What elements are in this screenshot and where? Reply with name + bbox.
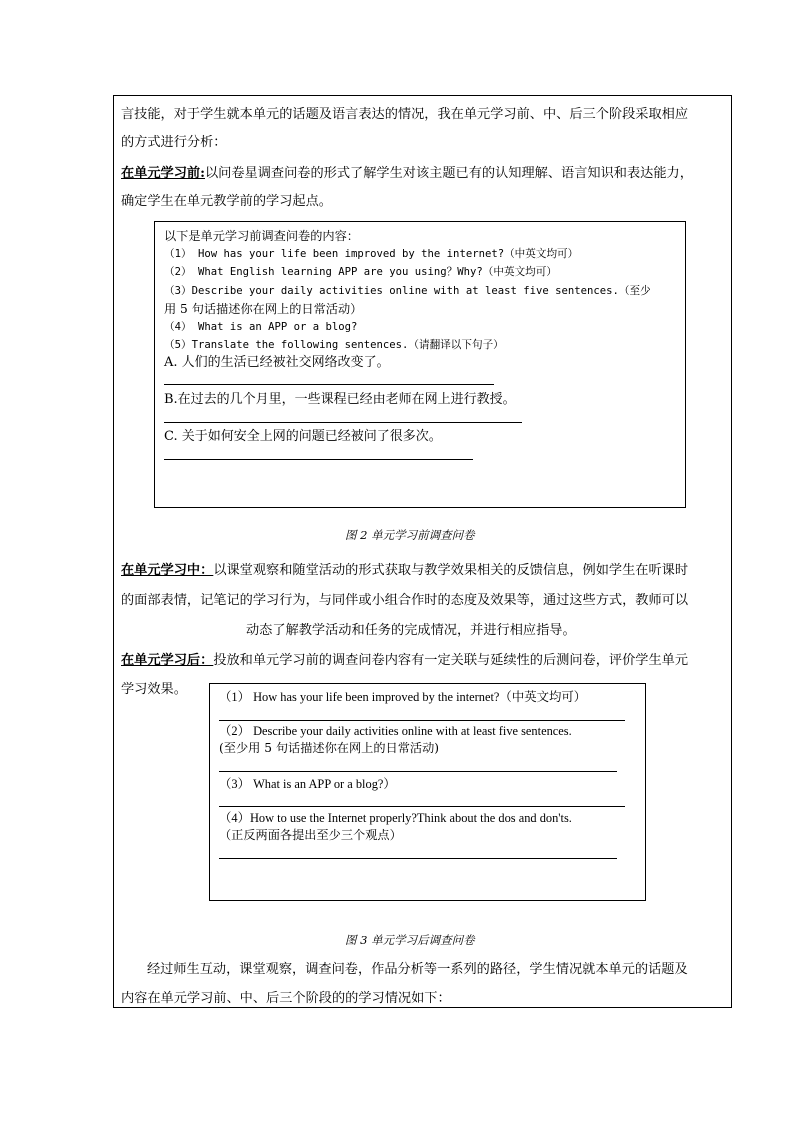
answer-line-2 — [219, 771, 617, 772]
survey1-q4: （4） What is an APP or a blog? — [164, 321, 358, 333]
survey1-q1: （1） How has your life been improved by the internet?（中英文均可） — [164, 248, 579, 260]
survey1-q2: （2） What English learning APP are you using？Why?（中英文均可） — [164, 266, 557, 278]
summary-line-2: 内容在单元学习前、中、后三个阶段的的学习情况如下： — [121, 991, 451, 1006]
after-label: 在单元学习后： — [121, 653, 214, 668]
post-survey-box — [209, 683, 646, 901]
survey1-sentence-b: B.在过去的几个月里，一些课程已经由老师在网上进行教授。 — [164, 392, 516, 407]
caption-figure-2: 图 2 单元学习前调查问卷 — [345, 528, 475, 542]
survey2-q3: （3） What is an APP or a blog?） — [219, 777, 396, 791]
intro-line-2: 的方式进行分析： — [121, 135, 227, 150]
survey2-q4a: （4）How to use the Internet properly?Think about the dos and don'ts. — [219, 811, 572, 825]
answer-line-c — [164, 459, 473, 460]
before-paragraph — [121, 164, 693, 184]
answer-line-4 — [219, 858, 617, 859]
survey1-q5: （5）Translate the following sentences.（请翻译以下句子） — [164, 339, 504, 351]
after-text-1: 投放和单元学习前的调查问卷内容有一定关联与延续性的后测问卷，评价学生单元 — [213, 653, 689, 668]
before-label: 在单元学习前: — [121, 166, 205, 181]
survey2-q4b: （正反两面各提出至少三个观点） — [219, 828, 402, 842]
survey2-q1: （1） How has your life been improved by the internet?（中英文均可） — [219, 690, 587, 704]
caption-figure-3: 图 3 单元学习后调查问卷 — [345, 933, 475, 947]
intro-line-1: 言技能，对于学生就本单元的话题及语言表达的情况，我在单元学习前、中、后三个阶段采取相应 — [121, 107, 689, 122]
survey2-q2b: (至少用 5 句话描述你在网上的日常活动) — [219, 741, 440, 755]
answer-line-b — [164, 422, 522, 423]
summary-line-1: 经过师生互动，课堂观察，调查问卷，作品分析等一系列的路径，学生情况就本单元的话题及 — [147, 962, 688, 977]
during-label: 在单元学习中： — [121, 563, 214, 578]
during-text-1: 以课堂观察和随堂活动的形式获取与教学效果相关的反馈信息，例如学生在听课时 — [213, 563, 689, 578]
before-text-2: 确定学生在单元教学前的学习起点。 — [121, 194, 332, 209]
before-text-1: 以问卷星调查问卷的形式了解学生对该主题已有的认知理解、语言知识和表达能力， — [205, 166, 693, 181]
survey1-q3a: （3）Describe your daily activities online with at least five sentences.（至少 — [164, 285, 651, 297]
survey1-title: 以下是单元学习前调查问卷的内容： — [164, 229, 359, 243]
survey2-q2a: （2） Describe your daily activities online with at least five sentences. — [219, 724, 572, 738]
survey1-sentence-a: A. 人们的生活已经被社交网络改变了。 — [164, 355, 390, 370]
during-paragraph — [121, 561, 688, 581]
after-paragraph — [121, 651, 688, 671]
answer-line-a — [164, 384, 494, 385]
survey1-sentence-c: C. 关于如何安全上网的问题已经被问了很多次。 — [164, 429, 442, 444]
after-text-2: 学习效果。 — [121, 682, 187, 697]
answer-line-3 — [219, 806, 625, 807]
during-text-3: 动态了解教学活动和任务的完成情况，并进行相应指导。 — [246, 623, 576, 638]
during-text-2: 的面部表情，记笔记的学习行为，与同伴或小组合作时的态度及效果等，通过这些方式，教师可以 — [121, 593, 689, 608]
survey1-q3b: 用 5 句话描述你在网上的日常活动） — [164, 302, 363, 316]
answer-line-1 — [219, 720, 625, 721]
